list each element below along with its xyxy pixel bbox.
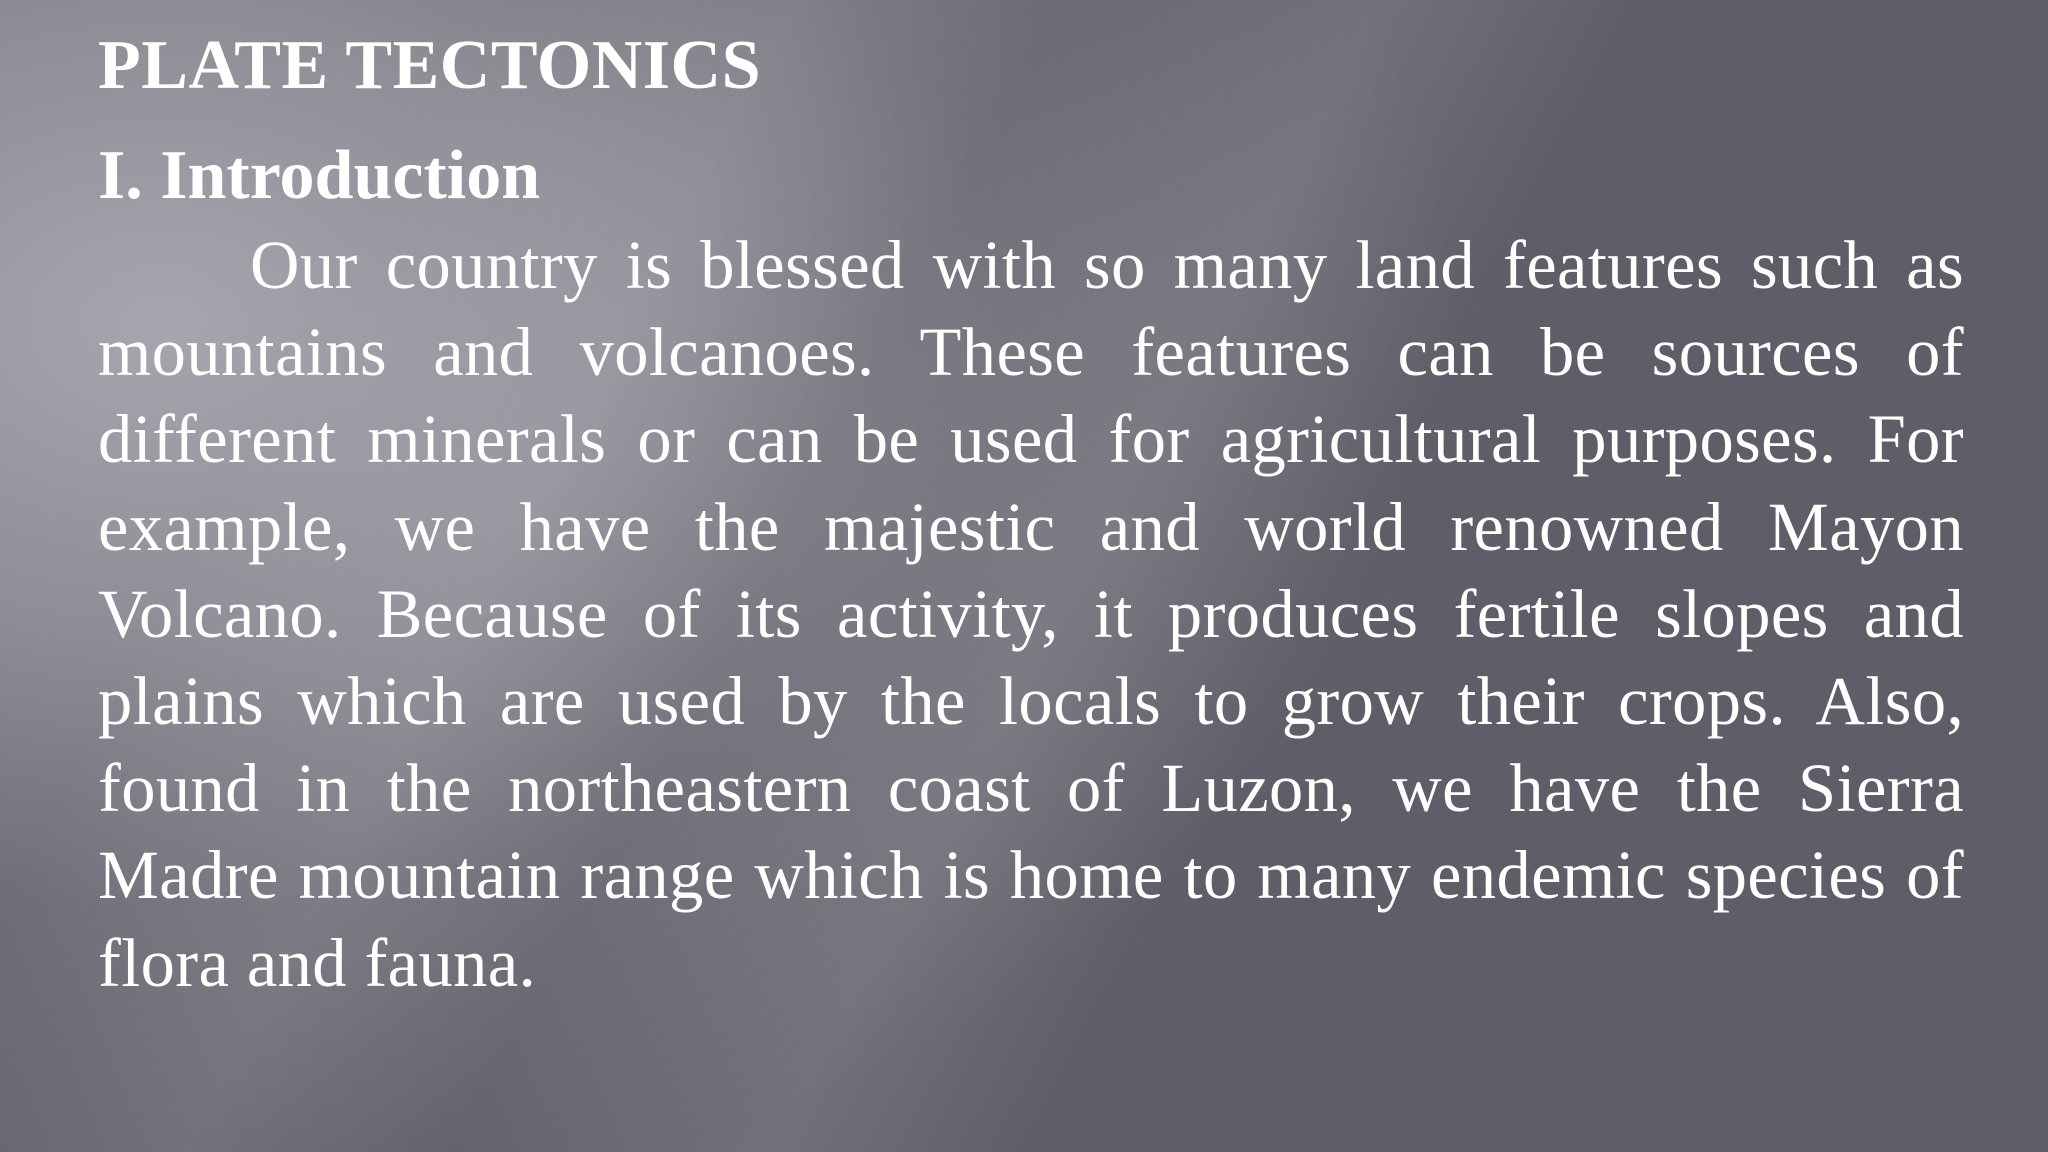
section-heading: I. Introduction (98, 137, 541, 214)
slide-content (98, 24, 1964, 1134)
slide-title: PLATE TECTONICS (98, 27, 761, 104)
introduction-paragraph: Our country is blessed with so many land features such as mountains and volcanoes. These features can be sources of different minerals or can be used for agricultural purposes. For example, we have the majestic and world renowned Mayon Volcano. Because of its activity, it produces fertile slopes and plains which are used by the locals to grow their crops. Also, found in the northeastern coast of Luzon, we have the Sierra Madre mountain range which is home to many endemic species of flora and fauna. (98, 227, 1964, 1001)
